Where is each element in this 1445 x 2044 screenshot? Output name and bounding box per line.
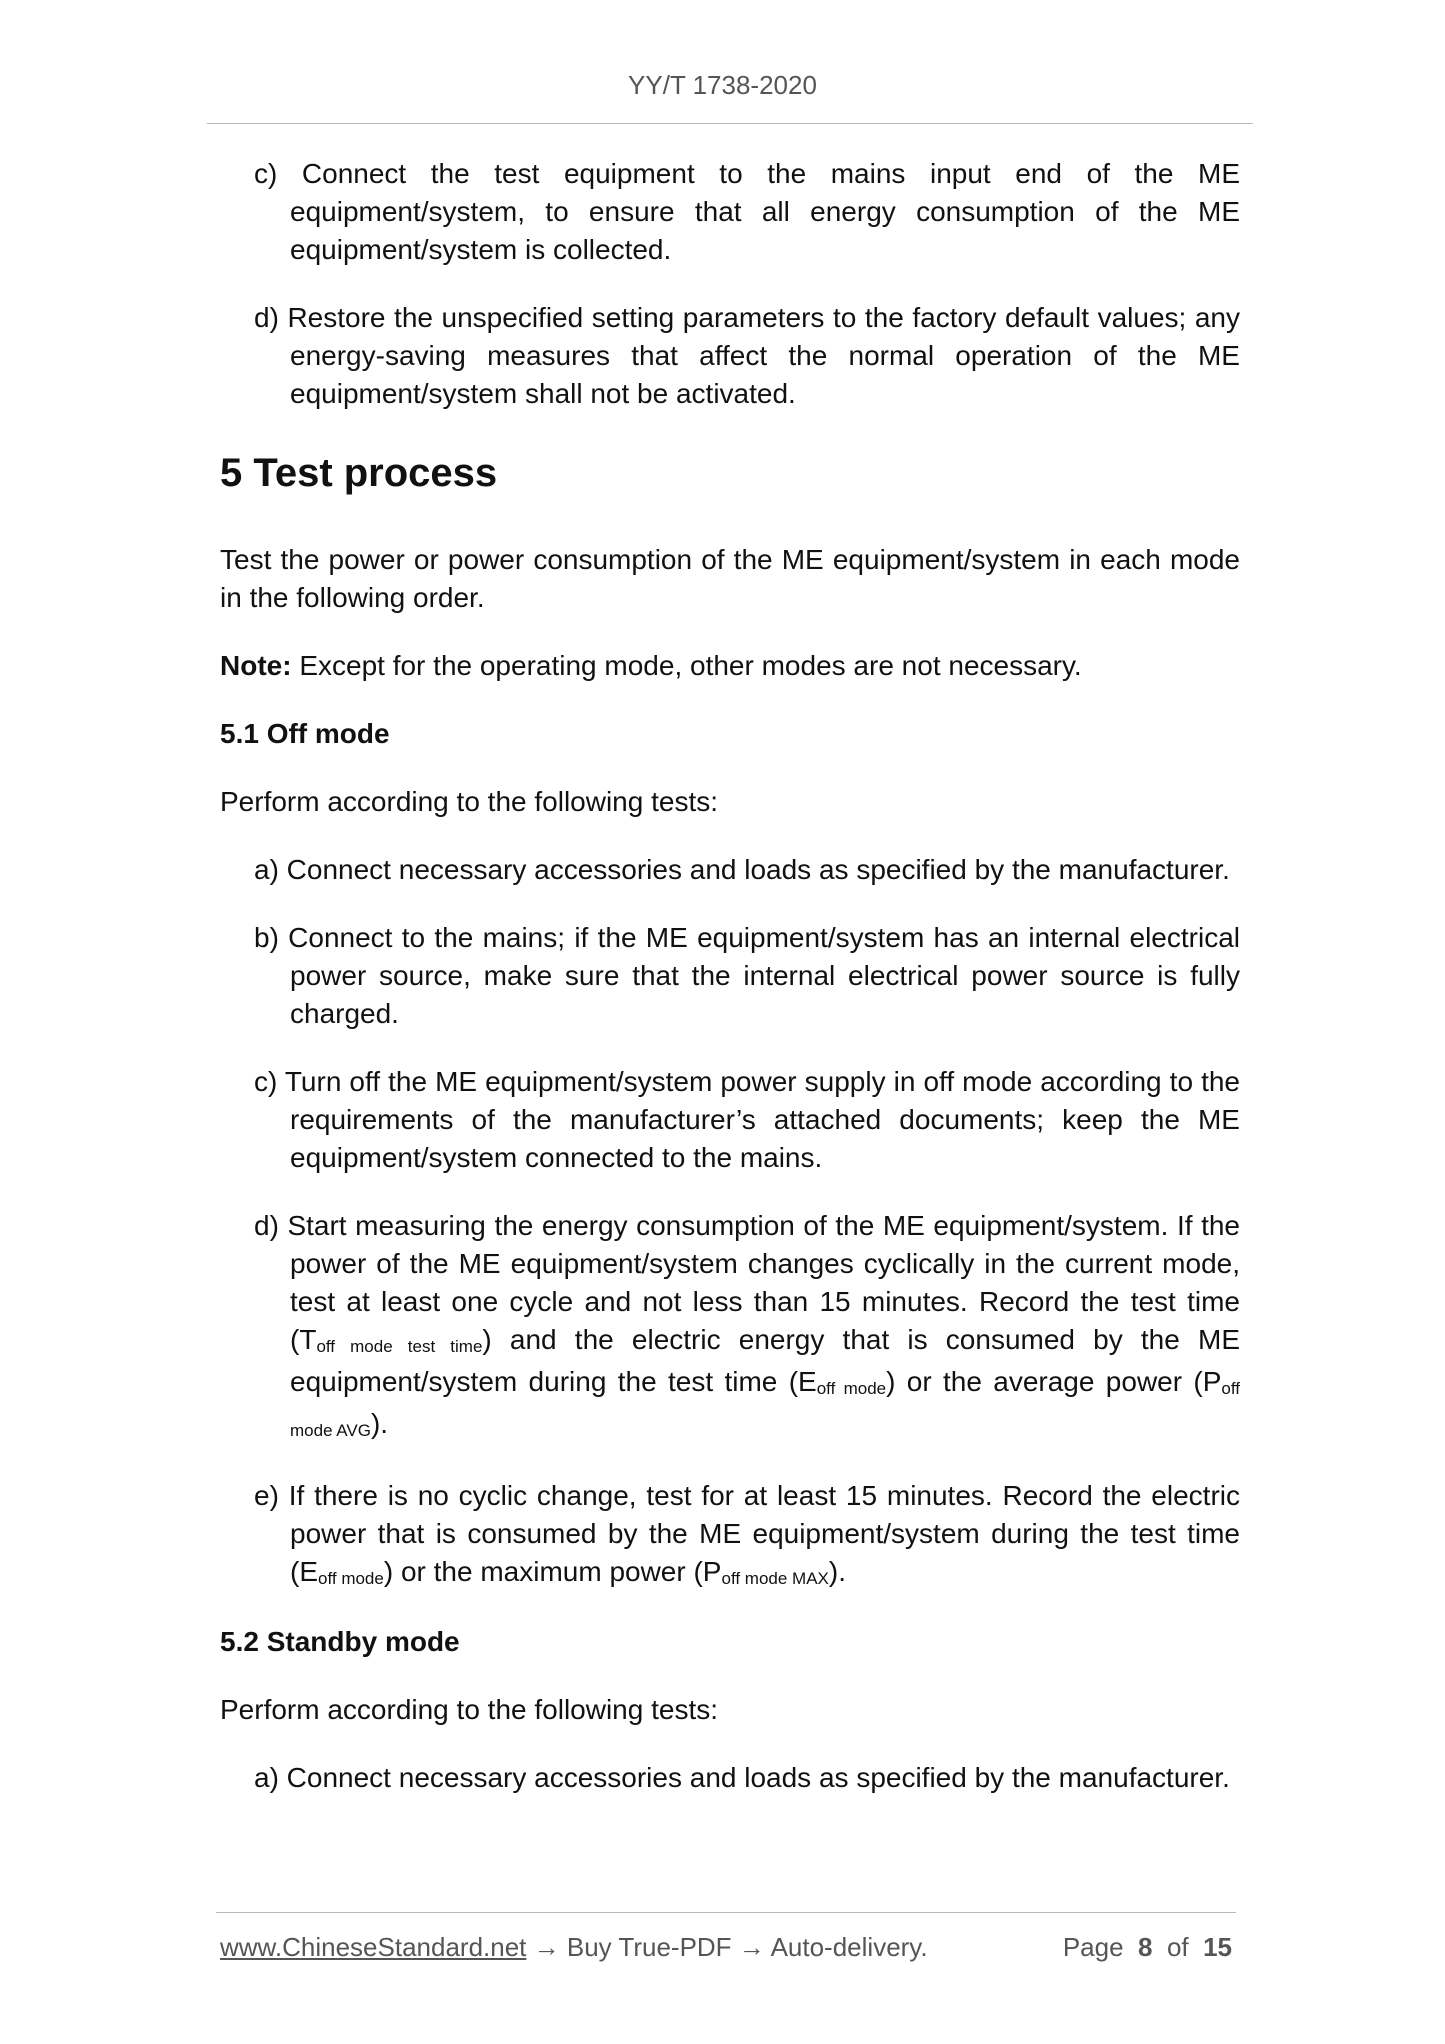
footer-links (220, 1932, 928, 1963)
off-mode-item-a: a) Connect necessary accessories and loads as specified by the manufacturer. (254, 854, 1230, 885)
subscript-off-mode: off mode (318, 1569, 384, 1588)
off-mode-item-e (220, 1477, 1240, 1595)
off-mode-item-d (220, 1207, 1240, 1447)
item-e-text-3: ). (828, 1556, 846, 1587)
list-item-d: d) Restore the unspecified setting parameters to the factory default values; any energy-saving measures that affect the normal operation of the ME equipment/system shall not be activated. (254, 302, 1240, 409)
section-heading-5-2: 5.2 Standby mode (220, 1626, 460, 1657)
section-5-1-lead: Perform according to the following tests: (220, 786, 719, 817)
footer-divider (216, 1912, 1236, 1913)
item-d-text-3: ) or the average power (P (886, 1366, 1222, 1397)
list-item-c: c) Connect the test equipment to the mains input end of the ME equipment/system, to ensure that all energy consumption of the ME equipment/system is collected. (254, 158, 1240, 265)
section-5-2-lead: Perform according to the following tests: (220, 1694, 719, 1725)
item-e-text-1: e) If there is no cyclic change, test for at least 15 minutes. Record the electric power that is consumed by the ME equipment/system during the test time (E (254, 1480, 1240, 1587)
page-of-label: of (1166, 1932, 1189, 1962)
note-paragraph (220, 647, 1240, 685)
item-d-text-2: ) and the electric energy that is consumed by the ME equipment/system during the test time (E (290, 1324, 1240, 1397)
off-mode-item-c: c) Turn off the ME equipment/system power supply in off mode according to the requirements of the manufacturer’s attached documents; keep the ME equipment/system connected to the mains. (254, 1066, 1240, 1173)
subscript-off-mode-max: off mode MAX (721, 1569, 829, 1588)
header-divider (207, 123, 1253, 124)
subscript-off-mode-test-time: off mode test time (316, 1337, 483, 1356)
item-e-text-2: ) or the maximum power (P (383, 1556, 722, 1587)
item-d-text-4: ). (370, 1408, 389, 1439)
item-d-text-1: d) Start measuring the energy consumption of the ME equipment/system. If the power of the ME equipment/system changes cyclically in the current mode, test at least one cycle and not less than 15 minutes. Record the test time (T (254, 1210, 1240, 1355)
standby-mode-item-a: a) Connect necessary accessories and loads as specified by the manufacturer. (254, 1762, 1230, 1793)
page-header-doc-id: YY/T 1738-2020 (628, 70, 817, 100)
page-label: Page (1062, 1932, 1124, 1962)
note-text: Except for the operating mode, other modes are not necessary. (291, 650, 1082, 681)
document-body (220, 155, 1240, 1827)
section-heading-5: 5 Test process (220, 451, 498, 495)
section-heading-5-1: 5.1 Off mode (220, 718, 390, 749)
page-total: 15 (1203, 1932, 1232, 1962)
page-current: 8 (1138, 1932, 1153, 1962)
subscript-off-mode: off mode (816, 1379, 887, 1398)
section-intro: Test the power or power consumption of the ME equipment/system in each mode in the following order. (220, 544, 1240, 613)
chinesestandard-link[interactable]: www.ChineseStandard.net (220, 1932, 527, 1962)
off-mode-item-b: b) Connect to the mains; if the ME equipment/system has an internal electrical power source, make sure that the internal electrical power source is fully charged. (254, 922, 1240, 1029)
footer-arrow-text: → Buy True-PDF → Auto-delivery. (526, 1932, 928, 1962)
note-label: Note: (220, 650, 292, 681)
subscript-off-mode-avg: off mode AVG (290, 1379, 1240, 1440)
page-number (1063, 1932, 1232, 1963)
